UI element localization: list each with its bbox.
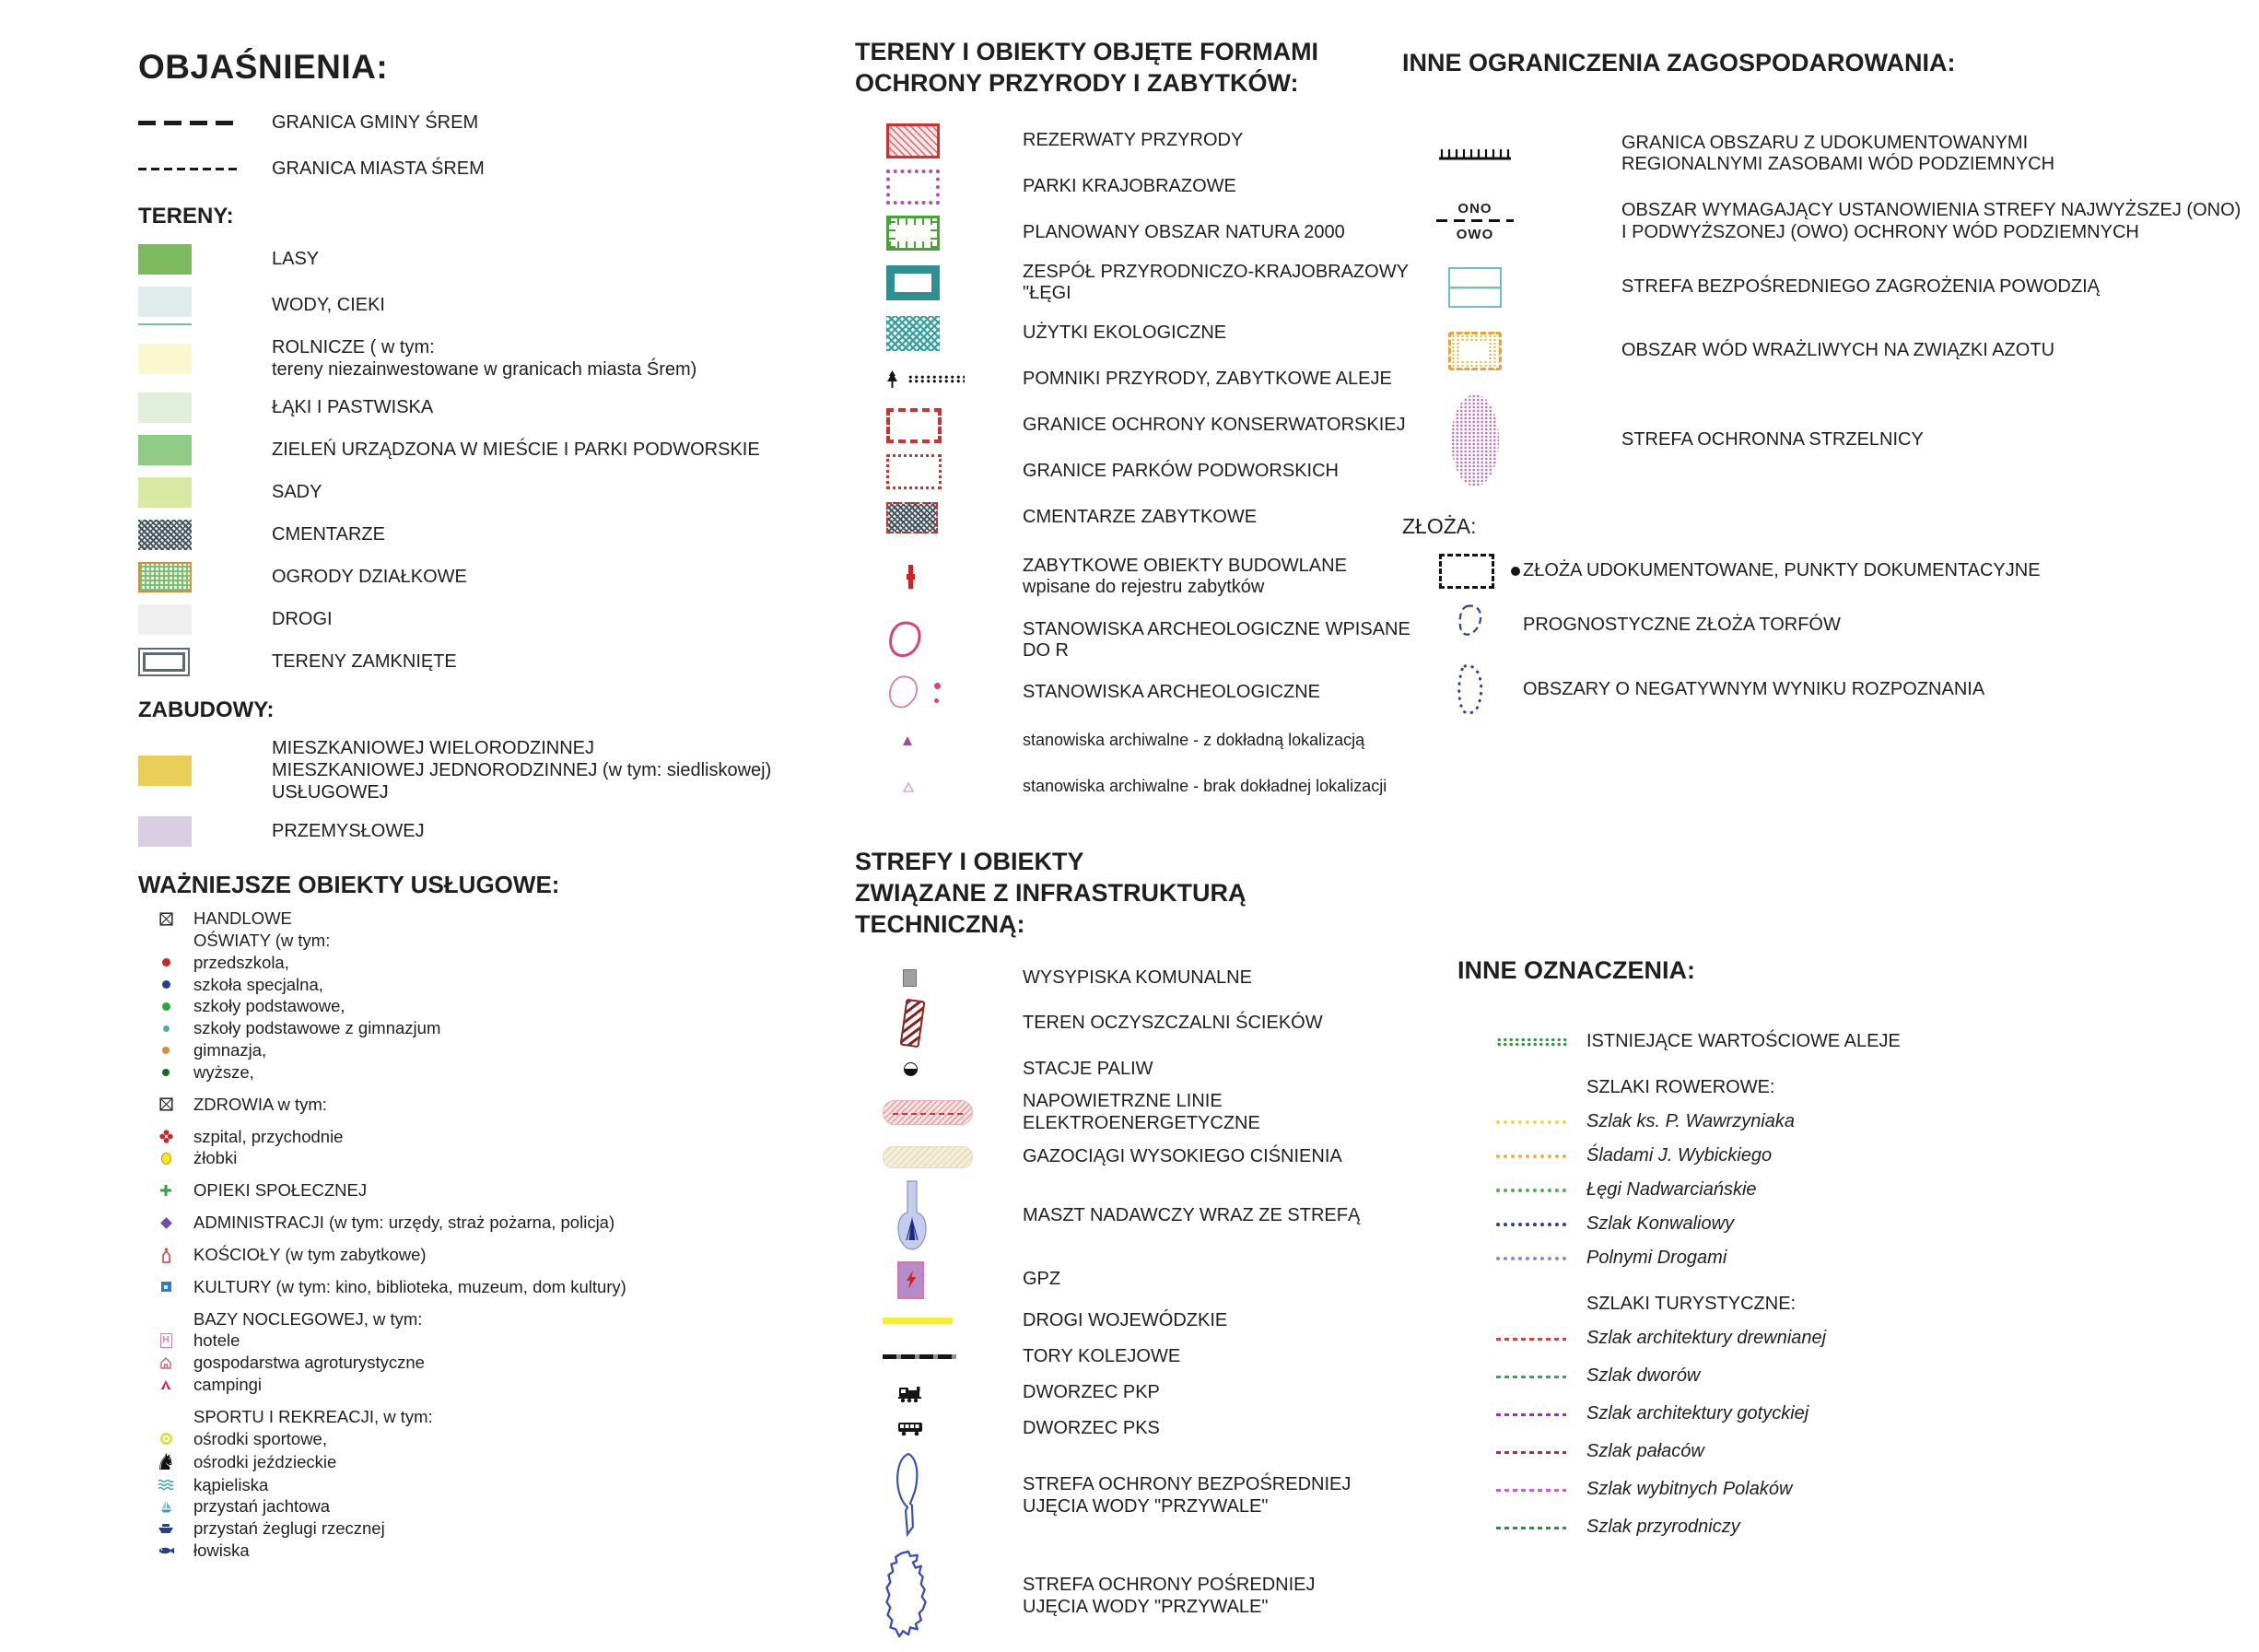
legend-label: Szlak dworów [1586, 1365, 1701, 1387]
legend-row-swatch_zamkniete [138, 647, 838, 677]
legend-row-route_dot [1457, 1213, 2259, 1236]
legend-row-route_dot [1457, 1248, 2259, 1270]
ograniczenia-list [1402, 133, 2259, 486]
legend-row-oczysz [855, 1000, 1417, 1047]
legend-row-torf [1402, 603, 2259, 648]
legend-label: STANOWISKA ARCHEOLOGICZNE [1023, 682, 1321, 703]
legend-label: PRZEMYSŁOWEJ [272, 820, 425, 841]
legend-row-horse [138, 1448, 838, 1475]
granica-gminy [138, 112, 838, 135]
legend-row-rezerwaty [855, 123, 1417, 158]
dot-icon [138, 958, 193, 967]
uslugowe-title: WAŻNIEJSZE OBIEKTY USŁUGOWE: [138, 871, 560, 899]
legend-row-ujecie1 [855, 1451, 1417, 1541]
legend-row-ship [138, 1518, 838, 1539]
legend-label: DWORZEC PKS [1023, 1417, 1160, 1438]
legend-label: Szlak pałaców [1586, 1441, 1704, 1462]
zloza-list [1402, 554, 2259, 718]
azot-icon [1402, 332, 1621, 370]
swatch-wody-icon [138, 287, 272, 325]
uslugowe-list [138, 908, 838, 1561]
swatch-icon [138, 816, 272, 847]
legend-label: ZABYTKOWE OBIEKTY BUDOWLANE wpisane do rejestru zabytków [1023, 555, 1347, 598]
wysypiska-icon [855, 969, 1023, 987]
legend-label: DROGI WOJEWÓDZKIE [1023, 1309, 1228, 1330]
swatch-icon [138, 756, 272, 786]
legend-row-grpark [855, 454, 1417, 489]
legend-row-arch1 [855, 619, 1417, 662]
legend-row-tent [138, 1375, 838, 1395]
route-dash-icon [1457, 1451, 1586, 1454]
legend-label: OBSZAR WÓD WRAŻLIWYCH NA ZWIĄZKI AZOTU [1621, 340, 2055, 361]
legend-label: Łęgi Nadwarciańskie [1586, 1179, 1757, 1201]
legend-label: ZDROWIA w tym: [193, 1094, 327, 1114]
legend-label: ŁĄKI I PASTWISKA [272, 397, 434, 418]
legend-label: szkoły podstawowe z gimnazjum [193, 1018, 441, 1038]
legend-label: STREFA BEZPOŚREDNIEGO ZAGROŻENIA POWODZIĄ [1621, 276, 2100, 298]
legend-label: Szlak Konwaliowy [1586, 1213, 1735, 1235]
legend-row-swatch_wody [138, 287, 838, 325]
gaz-icon [855, 1146, 1023, 1168]
boxx-icon [138, 1097, 193, 1111]
legend-label: ośrodki jeździeckie [193, 1451, 337, 1471]
legend-row-ujecie2 [855, 1550, 1417, 1644]
legend-label: Szlak przyrodniczy [1586, 1517, 1740, 1538]
legend-row-aleje [1457, 1031, 2259, 1053]
dash-short-icon [138, 168, 272, 170]
legend-row-plus [138, 1180, 838, 1201]
legend-row-swatch [138, 244, 838, 275]
oczysz-icon [855, 1000, 1023, 1047]
kosciol-icon [138, 1247, 193, 1263]
ujecie2-icon [855, 1550, 1023, 1644]
legend-label: Szlak ks. P. Wawrzyniaka [1586, 1111, 1796, 1132]
swatch-icon [138, 477, 272, 508]
diamond-icon [138, 1219, 193, 1227]
legend-label: Szlak wybitnych Polaków [1586, 1479, 1793, 1500]
legend-label: KULTURY (w tym: kino, biblioteka, muzeum, dom kultury) [193, 1276, 626, 1296]
legend-row-swatch [138, 337, 838, 381]
legend-row-linie [855, 1091, 1417, 1134]
grkons-icon [855, 408, 1023, 443]
legend-row-dot [138, 1040, 838, 1060]
boundaries-list [138, 112, 838, 180]
legend-row-fish [138, 1541, 838, 1561]
komb-icon [1402, 147, 1621, 161]
grpark-icon [855, 454, 1023, 489]
legend-label: przystań żeglugi rzecznej [193, 1518, 385, 1539]
legend-row-boxx [138, 1095, 838, 1115]
droga-icon [855, 1318, 1023, 1324]
route-dot-icon [1457, 1223, 1586, 1226]
legend-label: przystań jachtowa [193, 1496, 331, 1517]
legend-label: HANDLOWE [193, 908, 292, 929]
legend-label: stanowiska archiwalne - brak dokładnej lokalizacji [1023, 777, 1387, 796]
legend-label: UŻYTKI EKOLOGICZNE [1023, 322, 1227, 343]
legend-label: POMNIKI PRZYRODY, ZABYTKOWE ALEJE [1023, 368, 1392, 389]
legend-row-route_dash [1457, 1403, 2259, 1425]
arch1-icon [855, 619, 1023, 662]
legend-row-zlobki [138, 1148, 838, 1168]
legend-row-grkons [855, 408, 1417, 443]
legend-row-cmzab [855, 500, 1417, 535]
horse-icon: ♞ [156, 1448, 176, 1475]
legend-label: GRANICE OCHRONY KONSERWATORSKIEJ [1023, 414, 1406, 435]
onoowo-icon: ONO OWO [1402, 201, 1621, 243]
legend-label: SADY [272, 482, 322, 503]
dot-icon [138, 1002, 193, 1011]
legend-row-tri2 [855, 769, 1417, 804]
legend-row-swatch_ogrody [138, 562, 838, 592]
legend-label: szkoła specjalna, [193, 974, 323, 994]
legend-label: DWORZEC PKP [1023, 1381, 1160, 1402]
legend-row-komb [1402, 133, 2259, 176]
legend-row-tree_dots [855, 362, 1417, 397]
legend-label: BAZY NOCLEGOWEJ, w tym: [193, 1308, 423, 1329]
legend-row-zloza_dot [1402, 554, 2259, 589]
dot-icon [138, 1069, 193, 1076]
legend-label: CMENTARZE [272, 524, 385, 545]
plus-icon [138, 1184, 193, 1197]
legend-label: ZIELEŃ URZĄDZONA W MIEŚCIE I PARKI PODWORSKIE [272, 439, 760, 461]
legend-label: GPZ [1023, 1269, 1061, 1290]
rezerwaty-icon [855, 123, 1023, 158]
legend-label: WODY, CIEKI [272, 295, 385, 316]
legend-label: szkoły podstawowe, [193, 996, 345, 1016]
legend-label: OBSZARY O NEGATYWNYM WYNIKU ROZPOZNANIA [1523, 679, 1985, 700]
arch2-icon [855, 674, 1023, 712]
legend-label: STREFA OCHRONNA STRZELNICY [1621, 429, 1924, 451]
legend-subheading-row [1457, 1294, 2259, 1316]
legend-label: TERENY ZAMKNIĘTE [272, 651, 457, 673]
legend-row-tri1 [855, 723, 1417, 758]
legend-row-diamond [138, 1213, 838, 1233]
legend-row-kosciol [138, 1245, 838, 1265]
zespol-icon [855, 265, 1023, 300]
legend-subheading-row [138, 1407, 838, 1427]
legend-row-route_dot [1457, 1145, 2259, 1167]
ujecie1-icon [855, 1451, 1023, 1541]
legend-label: gospodarstwa agroturystyczne [193, 1353, 425, 1373]
legend-label: ZŁOŻA UDOKUMENTOWANE, PUNKTY DOKUMENTACYJNE [1523, 560, 2041, 581]
legend-row-powodz [1402, 267, 2259, 308]
legend-label: SZLAKI TURYSTYCZNE: [1586, 1294, 1797, 1315]
tri1-icon [855, 736, 1023, 745]
strzel-icon [1402, 394, 1621, 486]
legend-row-dot [138, 996, 838, 1016]
legend-label: LASY [272, 248, 320, 269]
legend-row-swatch [138, 477, 838, 508]
legend-row-maszt [855, 1179, 1417, 1253]
section-inne-ograniczenia [1402, 48, 2259, 732]
granica-miasta [138, 158, 838, 181]
gpz-icon [855, 1261, 1023, 1299]
cmzab-icon [855, 502, 1023, 533]
fish-icon [138, 1546, 193, 1555]
legend-label: przedszkola, [193, 952, 289, 972]
legend-label: szpital, przychodnie [193, 1126, 344, 1146]
legend-subheading-row [138, 1309, 838, 1330]
legend-label: STANOWISKA ARCHEOLOGICZNE WPISANE DO R [1023, 618, 1410, 662]
swatch-icon [138, 344, 272, 374]
legend-label: DROGI [272, 609, 333, 630]
legend-row-boxx [138, 908, 838, 929]
legend-row-negat [1402, 662, 2259, 718]
legend-label: OBSZAR WYMAGAJĄCY USTANOWIENIA STREFY NAJWYŻSZEJ (ONO) I PODWYŻSZONEJ (OWO) OCHRONY WÓD PODZIEMNYCH [1621, 199, 2241, 242]
route-dash-icon [1457, 1489, 1586, 1492]
legend-label: kąpieliska [193, 1474, 269, 1494]
legend-subheading-row [1457, 1077, 2259, 1099]
torf-icon [1402, 603, 1523, 648]
legend-row-swatch [138, 435, 838, 465]
tree-dots-icon [855, 370, 1023, 389]
legend-row-dot [138, 953, 838, 973]
tent-icon [138, 1379, 193, 1390]
swatch-cmentarze-icon [138, 520, 272, 550]
legend-row-swatch [138, 738, 838, 803]
legend-row-parki [855, 170, 1417, 205]
route-dash-icon [1457, 1527, 1586, 1529]
dot-icon [138, 980, 193, 989]
legend-row-swatch_cmentarze [138, 520, 838, 550]
legend-row-arch2 [855, 674, 1417, 712]
legend-label: wyższe, [193, 1061, 254, 1082]
zabudowy-list [138, 738, 838, 847]
stacje-icon [855, 1062, 1023, 1076]
dot-icon [138, 1025, 193, 1032]
dash-long-icon [138, 121, 272, 125]
legend-row-onoowo [1402, 200, 2259, 243]
parki-icon [855, 170, 1023, 205]
legend-label: OPIEKI SPOŁECZNEJ [193, 1180, 368, 1201]
route-dot-icon [1457, 1154, 1586, 1158]
kultury-icon [138, 1282, 193, 1292]
legend-row-route_dash [1457, 1479, 2259, 1501]
negat-icon [1402, 662, 1523, 718]
ship-icon [138, 1523, 193, 1534]
page-title: OBJAŚNIENIA: [138, 48, 389, 86]
powodz-icon [1402, 267, 1621, 308]
legend-row-route_dash [1457, 1328, 2259, 1350]
route-dot-icon [1457, 1257, 1586, 1260]
route-dash-icon [1457, 1413, 1586, 1416]
legend-label: TEREN OCZYSZCZALNI ŚCIEKÓW [1023, 1013, 1323, 1034]
legend-row-sail [138, 1496, 838, 1517]
legend-row-swatch [138, 392, 838, 423]
legend-row-wysypiska [855, 964, 1417, 991]
section-objasnienia [138, 48, 838, 1563]
legend-label: MIESZKANIOWEJ WIELORODZINNEJ MIESZKANIOWEJ JEDNORODZINNEJ (w tym: siedliskowej) USŁUGOWEJ [272, 738, 772, 803]
ring-icon [138, 1432, 193, 1446]
agro-icon [138, 1356, 193, 1369]
route-dash-icon [1457, 1376, 1586, 1378]
dot-icon [138, 1047, 193, 1054]
tereny-title: TERENY: [138, 204, 234, 229]
legend-row-route_dash [1457, 1441, 2259, 1463]
tory-icon [855, 1354, 1023, 1359]
swatch-ogrody-icon [138, 562, 272, 592]
strefy-list [855, 964, 1417, 1643]
ochrona-title: TERENY I OBIEKTY OBJĘTE FORMAMI OCHRONY PRZYRODY I ZABYTKÓW: [855, 38, 1319, 97]
legend-label: gimnazja, [193, 1040, 267, 1060]
legend-label: ośrodki sportowe, [193, 1428, 327, 1448]
legend-label: Śladami J. Wybickiego [1586, 1145, 1773, 1166]
legend-row-route_dash [1457, 1517, 2259, 1539]
swatch-zamkniete-icon [138, 648, 272, 676]
legend-label: Polnymi Drogami [1586, 1248, 1727, 1269]
legend-label: STACJE PALIW [1023, 1058, 1153, 1079]
legend-label: GRANICA OBSZARU Z UDOKUMENTOWANYMI REGIONALNYMI ZASOBAMI WÓD PODZIEMNYCH [1621, 132, 2055, 175]
aleje-icon [1457, 1037, 1586, 1047]
hotel-icon: H [138, 1333, 193, 1348]
swatch-icon [138, 435, 272, 465]
legend-label: żłobki [193, 1148, 238, 1168]
swatch-icon [138, 392, 272, 423]
zloza-dot-icon [1402, 554, 1523, 589]
legend-label: NAPOWIETRZNE LINIE ELEKTROENERGETYCZNE [1023, 1091, 1260, 1133]
legend-row-dot [138, 975, 838, 995]
legend-row-azot [1402, 332, 2259, 370]
section-ochrona-przyrody [855, 37, 1417, 1652]
legend-subheading-row [138, 931, 838, 951]
legend-row-uzytki [855, 316, 1417, 351]
legend-row-kultury [138, 1277, 838, 1297]
maszt-icon [855, 1179, 1023, 1253]
legend-label: PROGNOSTYCZNE ZŁOŻA TORFÓW [1523, 615, 1841, 636]
legend-label: Szlak architektury drewnianej [1586, 1328, 1827, 1349]
legend-label: campingi [193, 1375, 263, 1395]
route-dot-icon [1457, 1189, 1586, 1192]
legend-label: ADMINISTRACJI (w tym: urzędy, straż pożarna, policja) [193, 1213, 615, 1233]
zabobiekt-icon [855, 565, 1023, 589]
legend-label: WYSYPISKA KOMUNALNE [1023, 967, 1252, 988]
swatch-icon [138, 244, 272, 275]
legend-label: GRANICE PARKÓW PODWORSKICH [1023, 460, 1339, 481]
legend-label: MASZT NADAWCZY WRAZ ZE STREFĄ [1023, 1204, 1361, 1225]
legend-label: TORY KOLEJOWE [1023, 1345, 1181, 1366]
sail-icon [138, 1500, 193, 1514]
uzytki-icon [855, 316, 1023, 351]
zlobki-icon [138, 1153, 193, 1165]
legend-label: CMENTARZE ZABYTKOWE [1023, 506, 1258, 527]
pks-icon [855, 1422, 1023, 1436]
legend-row-waves [138, 1475, 838, 1495]
legend-label: SZLAKI ROWEROWE: [1586, 1077, 1775, 1098]
legend-label: KOŚCIOŁY (w tym zabytkowe) [193, 1244, 427, 1264]
legend-row-strzel [1402, 394, 2259, 486]
legend-row-route_dot [1457, 1111, 2259, 1133]
section-inne-oznaczenia [1457, 956, 2259, 1554]
legend-label: GAZOCIĄGI WYSOKIEGO CIŚNIENIA [1023, 1145, 1342, 1166]
legend-row-pkp [855, 1379, 1417, 1407]
legend-label: REZERWATY PRZYRODY [1023, 129, 1244, 150]
legend-row-swatch [138, 816, 838, 847]
legend-row-ring [138, 1429, 838, 1449]
legend-row-zespol [855, 262, 1417, 305]
oznaczenia-title: INNE OZNACZENIA: [1457, 956, 1695, 984]
legend-row-route_dot [1457, 1179, 2259, 1201]
tereny-list [138, 244, 838, 677]
legend-row-gpz [855, 1261, 1417, 1299]
legend-row-droga [855, 1307, 1417, 1335]
legend-row-agro [138, 1353, 838, 1373]
legend-label: stanowiska archiwalne - z dokładną lokalizacją [1023, 731, 1365, 750]
legend-label: hotele [193, 1330, 240, 1351]
legend-row-gaz [855, 1143, 1417, 1171]
natura-icon [855, 216, 1023, 251]
legend-row-natura [855, 216, 1417, 251]
pkp-icon [855, 1383, 1023, 1403]
boxx-icon [138, 912, 193, 926]
route-dot-icon [1457, 1120, 1586, 1124]
legend-label: ZESPÓŁ PRZYRODNICZO-KRAJOBRAZOWY "ŁĘGI [1023, 261, 1409, 304]
waves-icon [138, 1479, 193, 1491]
legend-row-stacje [855, 1055, 1417, 1083]
ograniczenia-title: INNE OGRANICZENIA ZAGOSPODAROWANIA: [1402, 49, 1956, 76]
legend-label: ISTNIEJĄCE WARTOŚCIOWE ALEJE [1586, 1031, 1901, 1052]
legend-row-pks [855, 1415, 1417, 1443]
szpital-icon [138, 1130, 193, 1143]
strefy-title: STREFY I OBIEKTY ZWIĄZANE Z INFRASTRUKTURĄ TECHNICZNĄ: [855, 848, 1247, 938]
swatch-icon [138, 604, 272, 635]
legend-row-hotel [138, 1330, 838, 1351]
legend-label: OGRODY DZIAŁKOWE [272, 567, 467, 588]
ochrona-list [855, 123, 1417, 805]
legend-label: łowiska [193, 1541, 250, 1561]
route-dash-icon [1457, 1338, 1586, 1341]
legend-label: ROLNICZE ( w tym: tereny niezainwestowane w granicach miasta Śrem) [272, 337, 697, 380]
legend-label: SPORTU I REKREACJI, w tym: [193, 1406, 433, 1426]
legend-label: Szlak architektury gotyckiej [1586, 1403, 1809, 1424]
legend-row-tory [855, 1343, 1417, 1371]
tri2-icon [855, 782, 1023, 792]
zloza-title: ZŁOŻA: [1402, 514, 1477, 539]
oznaczenia-list [1457, 1031, 2259, 1539]
legend-label: GRANICA MIASTA ŚREM [272, 158, 485, 179]
legend-row-szpital [138, 1127, 838, 1147]
legend-label: STREFA OCHRONY POŚREDNIEJ UJĘCIA WODY "PRZYWALE" [1023, 1574, 1316, 1617]
legend-label: GRANICA GMINY ŚREM [272, 112, 479, 133]
legend-row-route_dash [1457, 1365, 2259, 1388]
legend-label: OŚWIATY (w tym: [193, 930, 331, 950]
legend-row-dot [138, 1018, 838, 1038]
legend-row-dot [138, 1062, 838, 1083]
linie-icon [855, 1100, 1023, 1125]
legend-row-swatch [138, 604, 838, 635]
zabudowy-title: ZABUDOWY: [138, 697, 275, 723]
legend-row-zabobiekt [855, 556, 1417, 599]
legend-label: PARKI KRAJOBRAZOWE [1023, 175, 1236, 196]
legend-label: PLANOWANY OBSZAR NATURA 2000 [1023, 221, 1345, 242]
legend-label: STREFA OCHRONY BEZPOŚREDNIEJ UJĘCIA WODY "PRZYWALE" [1023, 1473, 1352, 1517]
